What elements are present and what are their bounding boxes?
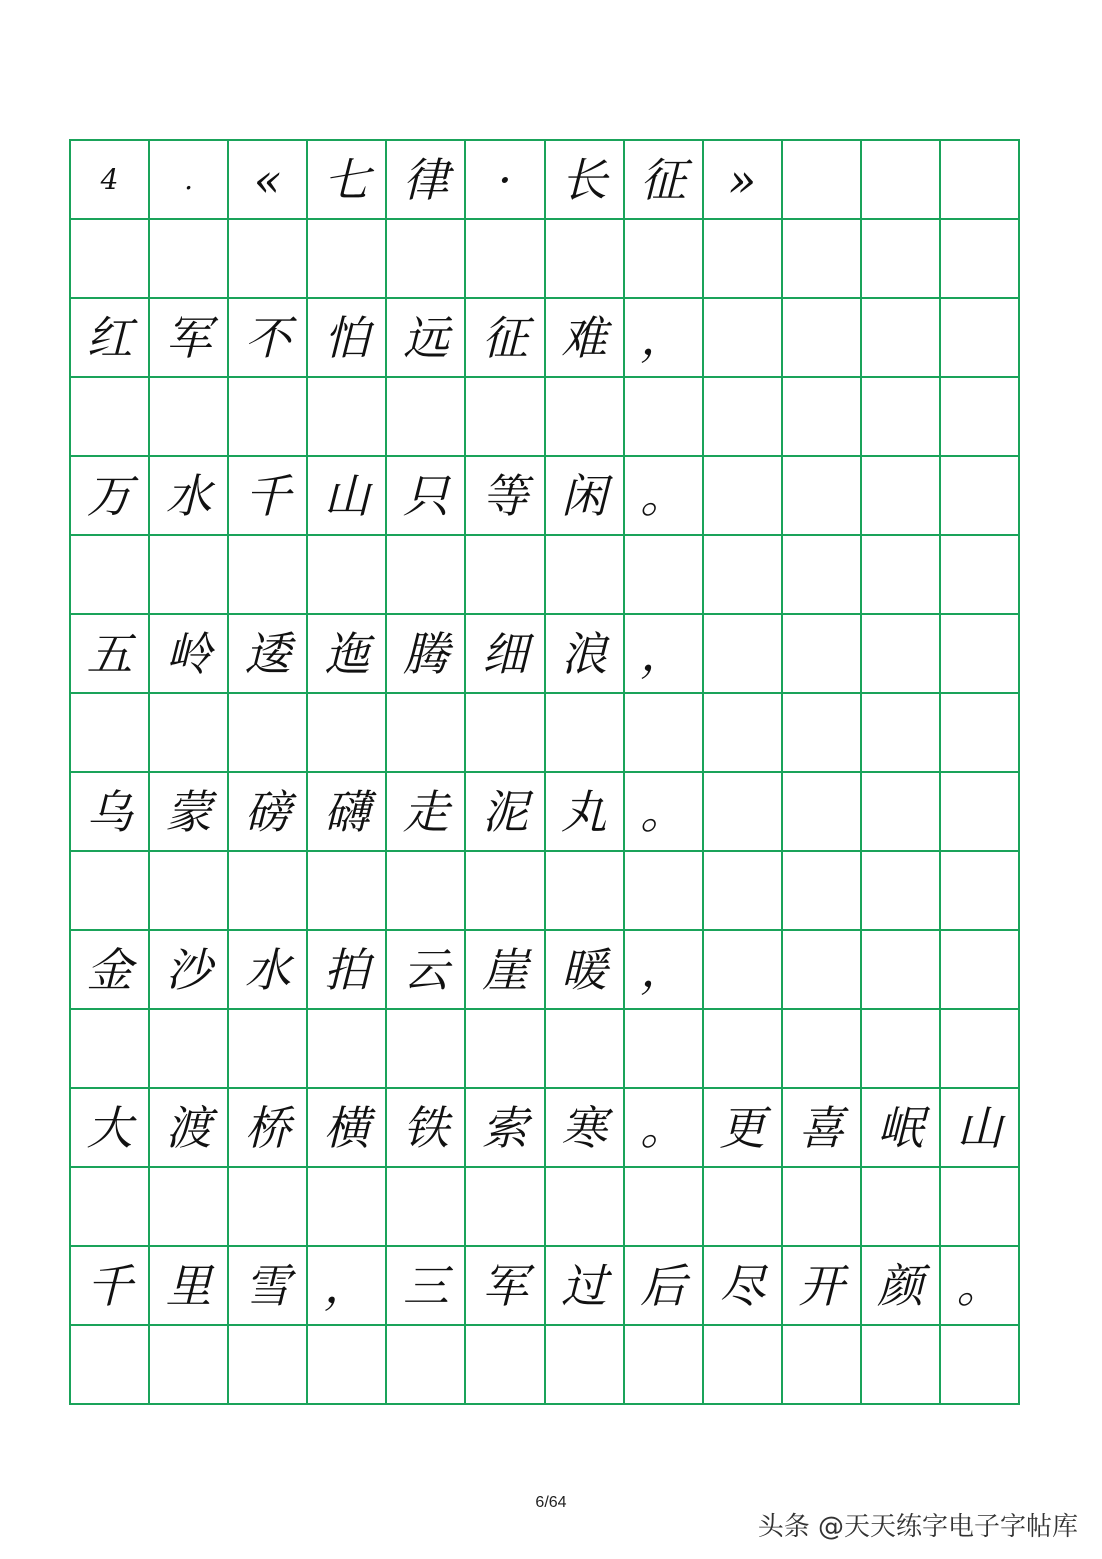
grid-cell-character: 三 <box>387 1247 466 1326</box>
grid-cell-empty <box>229 378 308 457</box>
grid-cell-empty <box>466 694 545 773</box>
grid-cell-empty <box>71 1326 150 1405</box>
grid-cell-empty <box>704 1326 783 1405</box>
grid-cell-empty <box>625 378 704 457</box>
grid-cell-empty <box>308 852 387 931</box>
grid-cell-empty <box>783 220 862 299</box>
grid-cell-character: . <box>150 141 229 220</box>
grid-cell-empty <box>150 1010 229 1089</box>
grid-cell-empty <box>229 694 308 773</box>
practice-grid <box>69 139 1020 1405</box>
grid-cell-empty <box>308 1326 387 1405</box>
grid-cell-character: · <box>466 141 545 220</box>
grid-cell-empty <box>862 615 941 694</box>
grid-cell-character: 金 <box>71 931 150 1010</box>
grid-cell-character: 。 <box>625 773 704 852</box>
grid-cell-character: 不 <box>229 299 308 378</box>
grid-cell-empty <box>308 378 387 457</box>
grid-cell-character: 千 <box>71 1247 150 1326</box>
grid-cell-character: 长 <box>546 141 625 220</box>
grid-cell-empty <box>308 694 387 773</box>
grid-cell-empty <box>704 457 783 536</box>
grid-cell-character: 4 <box>71 141 150 220</box>
grid-cell-empty <box>625 220 704 299</box>
grid-cell-empty <box>862 1010 941 1089</box>
grid-cell-character: 里 <box>150 1247 229 1326</box>
grid-cell-empty <box>941 1168 1020 1247</box>
grid-cell-empty <box>783 378 862 457</box>
grid-cell-empty <box>941 852 1020 931</box>
grid-cell-character: 雪 <box>229 1247 308 1326</box>
grid-cell-empty <box>783 773 862 852</box>
grid-cell-empty <box>71 220 150 299</box>
grid-cell-character: 水 <box>229 931 308 1010</box>
grid-cell-empty <box>704 694 783 773</box>
grid-cell-character: » <box>704 141 783 220</box>
grid-cell-empty <box>308 220 387 299</box>
grid-cell-empty <box>308 1168 387 1247</box>
grid-cell-empty <box>546 1010 625 1089</box>
grid-cell-character: 尽 <box>704 1247 783 1326</box>
grid-cell-empty <box>704 1010 783 1089</box>
grid-cell-empty <box>704 378 783 457</box>
grid-cell-character: 拍 <box>308 931 387 1010</box>
grid-cell-empty <box>229 1326 308 1405</box>
grid-cell-character: ， <box>625 931 704 1010</box>
grid-cell-character: 闲 <box>546 457 625 536</box>
grid-cell-character: 律 <box>387 141 466 220</box>
grid-cell-empty <box>704 536 783 615</box>
grid-cell-empty <box>941 141 1020 220</box>
grid-cell-character: 浪 <box>546 615 625 694</box>
grid-cell-empty <box>783 457 862 536</box>
grid-cell-empty <box>783 1168 862 1247</box>
grid-cell-character: 征 <box>466 299 545 378</box>
watermark: 头条 @天天练字电子字帖库 <box>757 1512 1078 1542</box>
grid-cell-empty <box>150 220 229 299</box>
grid-cell-empty <box>229 1168 308 1247</box>
grid-cell-empty <box>783 536 862 615</box>
grid-cell-empty <box>704 852 783 931</box>
grid-cell-empty <box>466 536 545 615</box>
grid-cell-character: 水 <box>150 457 229 536</box>
grid-cell-empty <box>625 1010 704 1089</box>
grid-cell-character: 大 <box>71 1089 150 1168</box>
grid-cell-character: 横 <box>308 1089 387 1168</box>
grid-cell-character: ， <box>625 615 704 694</box>
grid-cell-character: 五 <box>71 615 150 694</box>
grid-cell-empty <box>862 141 941 220</box>
grid-cell-empty <box>229 1010 308 1089</box>
grid-cell-empty <box>862 378 941 457</box>
grid-cell-character: 远 <box>387 299 466 378</box>
grid-cell-character: 。 <box>625 1089 704 1168</box>
grid-cell-empty <box>150 694 229 773</box>
grid-cell-empty <box>704 220 783 299</box>
grid-cell-empty <box>862 220 941 299</box>
grid-cell-character: 军 <box>150 299 229 378</box>
grid-cell-character: 颜 <box>862 1247 941 1326</box>
grid-cell-empty <box>387 694 466 773</box>
grid-cell-character: 寒 <box>546 1089 625 1168</box>
grid-cell-character: 乌 <box>71 773 150 852</box>
grid-cell-empty <box>625 852 704 931</box>
grid-cell-character: 岷 <box>862 1089 941 1168</box>
grid-cell-empty <box>387 220 466 299</box>
grid-cell-empty <box>704 299 783 378</box>
grid-cell-character: 难 <box>546 299 625 378</box>
grid-cell-empty <box>941 1010 1020 1089</box>
grid-cell-empty <box>625 536 704 615</box>
grid-cell-empty <box>862 694 941 773</box>
grid-cell-character: 铁 <box>387 1089 466 1168</box>
grid-cell-character: 千 <box>229 457 308 536</box>
grid-cell-empty <box>783 615 862 694</box>
grid-cell-empty <box>862 457 941 536</box>
grid-cell-empty <box>862 852 941 931</box>
grid-cell-empty <box>546 852 625 931</box>
grid-cell-empty <box>783 141 862 220</box>
grid-cell-character: 逶 <box>229 615 308 694</box>
grid-cell-empty <box>783 1010 862 1089</box>
grid-cell-empty <box>704 1168 783 1247</box>
grid-cell-character: 索 <box>466 1089 545 1168</box>
grid-cell-character: 后 <box>625 1247 704 1326</box>
grid-cell-character: « <box>229 141 308 220</box>
grid-cell-character: 泥 <box>466 773 545 852</box>
grid-cell-empty <box>704 615 783 694</box>
grid-cell-character: 磅 <box>229 773 308 852</box>
grid-cell-character: 。 <box>941 1247 1020 1326</box>
grid-cell-empty <box>625 694 704 773</box>
grid-cell-empty <box>466 1326 545 1405</box>
grid-cell-empty <box>704 773 783 852</box>
grid-cell-character: 山 <box>308 457 387 536</box>
grid-cell-empty <box>546 220 625 299</box>
grid-cell-empty <box>466 378 545 457</box>
grid-cell-empty <box>150 1326 229 1405</box>
grid-cell-empty <box>941 615 1020 694</box>
grid-cell-empty <box>150 378 229 457</box>
grid-cell-character: 征 <box>625 141 704 220</box>
grid-cell-character: 沙 <box>150 931 229 1010</box>
grid-cell-empty <box>941 378 1020 457</box>
grid-cell-empty <box>625 1168 704 1247</box>
grid-cell-empty <box>862 1326 941 1405</box>
grid-cell-empty <box>941 1326 1020 1405</box>
grid-cell-character: 七 <box>308 141 387 220</box>
page-number: 6/64 <box>535 1494 567 1511</box>
grid-cell-character: 崖 <box>466 931 545 1010</box>
grid-cell-empty <box>783 852 862 931</box>
grid-cell-character: ， <box>308 1247 387 1326</box>
grid-cell-empty <box>71 852 150 931</box>
grid-cell-empty <box>71 1168 150 1247</box>
grid-cell-character: 怕 <box>308 299 387 378</box>
grid-cell-empty <box>466 1010 545 1089</box>
grid-cell-empty <box>783 931 862 1010</box>
grid-cell-empty <box>466 220 545 299</box>
grid-cell-empty <box>71 378 150 457</box>
grid-cell-character: 迤 <box>308 615 387 694</box>
grid-cell-character: 蒙 <box>150 773 229 852</box>
grid-cell-empty <box>229 852 308 931</box>
grid-cell-empty <box>308 536 387 615</box>
grid-cell-empty <box>387 1326 466 1405</box>
grid-cell-empty <box>941 536 1020 615</box>
grid-cell-empty <box>387 852 466 931</box>
grid-cell-character: 军 <box>466 1247 545 1326</box>
grid-cell-empty <box>150 536 229 615</box>
grid-cell-empty <box>387 1168 466 1247</box>
grid-cell-character: 细 <box>466 615 545 694</box>
grid-cell-empty <box>704 931 783 1010</box>
grid-cell-empty <box>546 536 625 615</box>
grid-cell-character: 云 <box>387 931 466 1010</box>
grid-cell-empty <box>387 1010 466 1089</box>
grid-cell-empty <box>71 1010 150 1089</box>
grid-cell-empty <box>466 1168 545 1247</box>
grid-cell-empty <box>941 931 1020 1010</box>
grid-cell-empty <box>229 536 308 615</box>
grid-cell-empty <box>387 536 466 615</box>
grid-cell-empty <box>862 773 941 852</box>
grid-cell-character: 腾 <box>387 615 466 694</box>
grid-cell-empty <box>862 299 941 378</box>
grid-cell-empty <box>862 1168 941 1247</box>
grid-cell-empty <box>150 1168 229 1247</box>
grid-cell-character: 走 <box>387 773 466 852</box>
grid-cell-character: 岭 <box>150 615 229 694</box>
grid-cell-empty <box>546 378 625 457</box>
grid-cell-empty <box>229 220 308 299</box>
grid-cell-empty <box>546 694 625 773</box>
grid-cell-character: 万 <box>71 457 150 536</box>
grid-cell-empty <box>941 773 1020 852</box>
grid-cell-empty <box>546 1326 625 1405</box>
grid-cell-character: 丸 <box>546 773 625 852</box>
grid-cell-character: 过 <box>546 1247 625 1326</box>
grid-cell-character: 等 <box>466 457 545 536</box>
grid-cell-empty <box>387 378 466 457</box>
grid-cell-empty <box>862 536 941 615</box>
grid-cell-character: 。 <box>625 457 704 536</box>
grid-cell-empty <box>941 694 1020 773</box>
grid-cell-empty <box>625 1326 704 1405</box>
grid-cell-empty <box>308 1010 387 1089</box>
grid-cell-empty <box>941 299 1020 378</box>
grid-cell-character: 桥 <box>229 1089 308 1168</box>
grid-cell-empty <box>71 536 150 615</box>
grid-cell-character: 更 <box>704 1089 783 1168</box>
grid-cell-character: 开 <box>783 1247 862 1326</box>
grid-cell-character: 礴 <box>308 773 387 852</box>
grid-cell-character: 红 <box>71 299 150 378</box>
grid-cell-character: 暖 <box>546 931 625 1010</box>
grid-cell-empty <box>546 1168 625 1247</box>
grid-cell-empty <box>862 931 941 1010</box>
grid-cell-empty <box>783 299 862 378</box>
grid-cell-empty <box>466 852 545 931</box>
grid-cell-empty <box>150 852 229 931</box>
grid-cell-character: 山 <box>941 1089 1020 1168</box>
grid-cell-empty <box>783 694 862 773</box>
grid-cell-empty <box>941 457 1020 536</box>
grid-cell-character: ， <box>625 299 704 378</box>
grid-cell-empty <box>783 1326 862 1405</box>
grid-cell-character: 渡 <box>150 1089 229 1168</box>
grid-cell-character: 只 <box>387 457 466 536</box>
grid-cell-empty <box>71 694 150 773</box>
grid-cell-character: 喜 <box>783 1089 862 1168</box>
grid-cell-empty <box>941 220 1020 299</box>
